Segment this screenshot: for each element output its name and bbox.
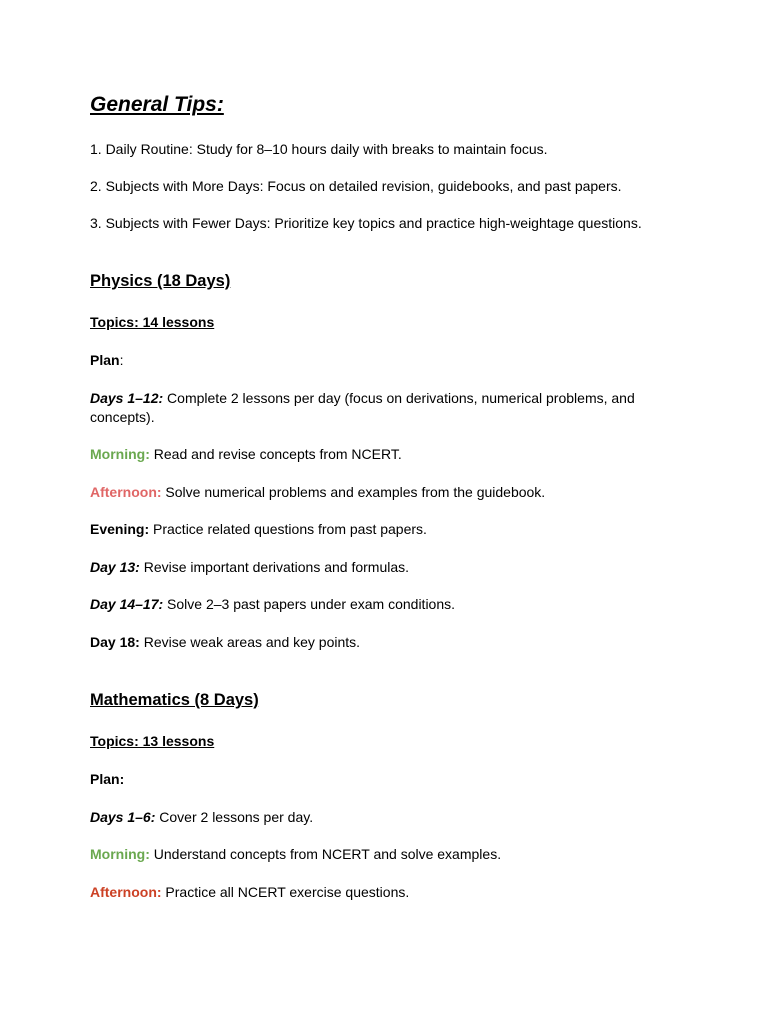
physics-topics: Topics: 14 lessons [90,314,215,330]
general-tips-heading: General Tips: [90,93,224,116]
physics-days-1-12-text: Complete 2 lessons per day (focus on derivations, numerical problems, and concepts). [90,390,635,425]
physics-day-13-text: Revise important derivations and formulas. [139,559,410,575]
tip-1: 1. Daily Routine: Study for 8–10 hours daily with breaks to maintain focus. [90,141,548,157]
math-morning-text: Understand concepts from NCERT and solve examples. [149,846,502,862]
physics-days-1-12-label: Days 1–12: [90,390,164,406]
physics-day-13-label: Day 13: [90,559,140,575]
math-afternoon-text: Practice all NCERT exercise questions. [161,884,410,900]
math-days-1-6 [90,808,313,827]
physics-afternoon-text: Solve numerical problems and examples from the guidebook. [161,484,546,500]
tip-3: 3. Subjects with Fewer Days: Prioritize key topics and practice high-weightage questions. [90,215,642,231]
physics-day-14-17-text: Solve 2–3 past papers under exam conditions. [163,596,456,612]
math-morning [90,845,501,864]
math-days-1-6-label: Days 1–6: [90,809,156,825]
physics-day-14-17-label: Day 14–17: [90,596,164,612]
physics-day-14-17 [90,595,455,614]
physics-afternoon [90,483,545,502]
math-days-1-6-text: Cover 2 lessons per day. [155,809,314,825]
tip-2: 2. Subjects with More Days: Focus on detailed revision, guidebooks, and past papers. [90,178,622,194]
physics-day-18-label: Day 18: [90,634,140,650]
physics-plan [90,351,123,370]
physics-morning-text: Read and revise concepts from NCERT. [149,446,402,462]
math-afternoon [90,883,409,902]
physics-evening-label: Evening: [90,521,150,537]
physics-heading: Physics (18 Days) [90,272,231,290]
physics-days-1-12 [90,389,650,427]
mathematics-plan-label: Plan: [90,771,125,787]
physics-evening [90,520,427,539]
physics-plan-colon: : [119,352,124,368]
mathematics-topics: Topics: 13 lessons [90,733,215,749]
math-afternoon-label: Afternoon: [90,884,162,900]
physics-morning [90,445,402,464]
physics-day-18 [90,633,360,652]
physics-evening-text: Practice related questions from past papers. [149,521,427,537]
physics-day-18-text: Revise weak areas and key points. [139,634,361,650]
math-morning-label: Morning: [90,846,150,862]
mathematics-heading: Mathematics (8 Days) [90,691,259,709]
physics-morning-label: Morning: [90,446,150,462]
physics-plan-label: Plan [90,352,120,368]
physics-day-13 [90,558,409,577]
physics-afternoon-label: Afternoon: [90,484,162,500]
